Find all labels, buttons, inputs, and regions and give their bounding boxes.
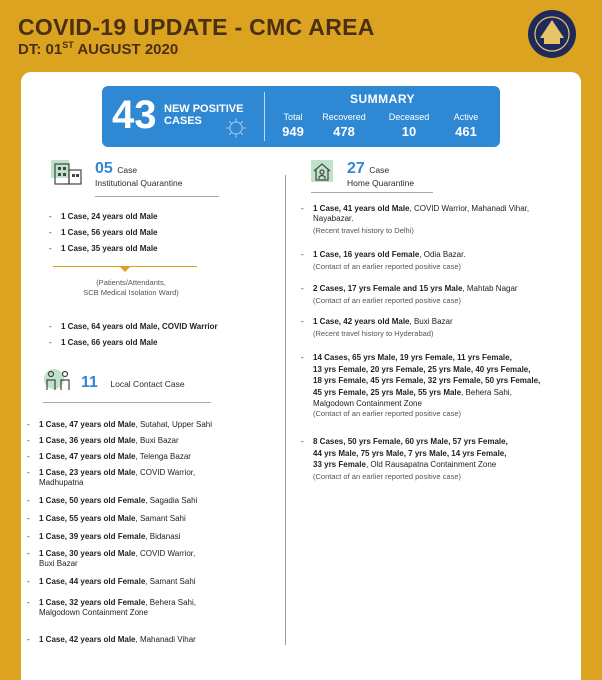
list-item: - 1 Case, 24 years old Male	[49, 212, 158, 221]
home-icon	[311, 160, 337, 184]
list-item: - 1 Case, 47 years old Male, Telenga Bazar	[27, 452, 191, 461]
list-item: - 1 Case, 32 years old Female, Behera Sahi, Malgodown Containment Zone	[27, 598, 196, 617]
home-case-label: Case	[369, 165, 390, 175]
list-item: - 1 Case, 42 years old Male, Mahanadi Vihar	[27, 635, 196, 644]
list-item: - 1 Case, 55 years old Male, Samant Sahi	[27, 514, 186, 523]
list-item: - 1 Case, 64 years old Male, COVID Warrior	[49, 322, 218, 331]
home-note: (Contact of an earlier reported positive case)	[313, 472, 461, 481]
local-title: Local Contact Case	[110, 379, 185, 389]
list-item: - 8 Cases, 50 yrs Female, 60 yrs Male, 57 yrs Female, 44 yrs Male, 75 yrs Male, 7 yrs Male, 14 yrs Female, 33 yrs Female, Old Rausapatna Containment Zone	[301, 437, 508, 469]
institutional-title: Institutional Quarantine	[95, 178, 183, 188]
content-card	[21, 72, 581, 680]
local-header	[81, 374, 185, 392]
home-note: (Recent travel history to Delhi)	[313, 226, 414, 235]
list-item: - 1 Case, 42 years old Male, Buxi Bazar	[301, 317, 453, 326]
institutional-header	[95, 160, 182, 188]
header-date: DT: 01ST AUGUST 2020	[18, 40, 179, 58]
header-title: COVID-19 UPDATE - CMC AREA	[18, 14, 375, 40]
list-item: - 1 Case, 66 years old Male	[49, 338, 158, 347]
contact-people-icon	[43, 368, 73, 394]
stat-recovered: Recovered 478	[322, 112, 366, 139]
list-item: - 1 Case, 16 years old Female, Odia Bazar.	[301, 250, 466, 259]
home-count: 27	[347, 160, 365, 177]
list-item: - 1 Case, 56 years old Male	[49, 228, 158, 237]
new-cases-count: 43	[112, 93, 157, 137]
local-count: 11	[81, 374, 98, 391]
list-item: - 1 Case, 39 years old Female, Bidanasi	[27, 532, 181, 541]
list-item: - 14 Cases, 65 yrs Male, 19 yrs Female, 11 yrs Female, 13 yrs Female, 20 yrs Female, 25 yrs Male, 40 yrs Female, 18 yrs Female, 45 yrs Female, 32 yrs Female, 50 yrs Female, 45 yrs Female, 25 yrs Male, 55 yrs Male, Behera Sahi, Malgodown Containment Zone	[301, 353, 541, 408]
home-title: Home Quarantine	[347, 178, 415, 188]
summary-title: SUMMARY	[350, 92, 416, 106]
institutional-count: 05	[95, 160, 113, 177]
list-item: - 1 Case, 50 years old Female, Sagadia Sahi	[27, 496, 198, 505]
list-item: - 2 Cases, 17 yrs Female and 15 yrs Male, Mahtab Nagar	[301, 284, 518, 293]
building-icon	[51, 160, 83, 186]
home-note: (Contact of an earlier reported positive case)	[313, 262, 461, 271]
institutional-note: (Patients/Attendants, SCB Medical Isolation Ward)	[83, 278, 179, 297]
new-cases-label: NEW POSITIVE CASES	[164, 103, 244, 127]
institutional-case-label: Case	[117, 165, 138, 175]
stat-total: Total 949	[282, 112, 304, 139]
home-note: (Recent travel history to Hyderabad)	[313, 329, 434, 338]
list-item: - 1 Case, 35 years old Male	[49, 244, 158, 253]
list-item: - 1 Case, 23 years old Male, COVID Warrior, Madhupatna	[27, 468, 196, 487]
list-item: - 1 Case, 36 years old Male, Buxi Bazar	[27, 436, 179, 445]
stat-deceased: Deceased 10	[388, 112, 430, 139]
list-item: - 1 Case, 44 years old Female, Samant Sahi	[27, 577, 196, 586]
list-item: - 1 Case, 47 years old Male, Sutahat, Upper Sahi	[27, 420, 212, 429]
home-header	[347, 160, 414, 188]
stat-active: Active 461	[453, 112, 479, 139]
home-note: (Contact of an earlier reported positive case)	[313, 409, 461, 418]
cmc-logo-icon	[525, 8, 579, 60]
home-note: (Contact of an earlier reported positive case)	[313, 296, 461, 305]
summary-box	[102, 86, 500, 147]
list-item: - 1 Case, 41 years old Male, COVID Warrior, Mahanadi Vihar, Nayabazar.	[301, 204, 530, 223]
virus-icon	[224, 116, 248, 140]
list-item: - 1 Case, 30 years old Male, COVID Warrior, Buxi Bazar	[27, 549, 196, 568]
column-divider	[285, 175, 286, 645]
